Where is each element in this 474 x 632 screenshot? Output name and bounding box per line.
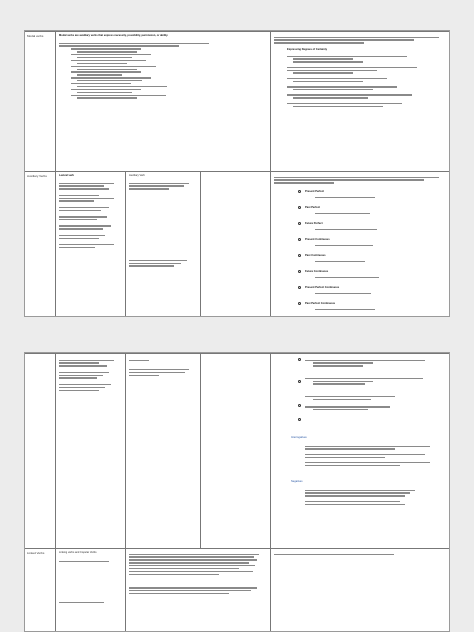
table-row (25, 171, 449, 317)
text-block (287, 54, 437, 108)
column-divider (125, 172, 126, 317)
section-heading: Interrogatives (291, 436, 307, 439)
list-item: Past Perfect Continuous (305, 302, 445, 317)
column-divider (55, 32, 56, 171)
text-block (129, 358, 195, 378)
list-item: Present Continuous (305, 238, 445, 254)
column-divider (270, 172, 271, 317)
row-label: Modal verbs (27, 34, 44, 38)
text-block (59, 358, 121, 393)
text-block (129, 552, 265, 596)
bullet-icon (298, 286, 301, 289)
column-divider (200, 354, 201, 548)
bullet-icon (298, 222, 301, 225)
text-block (59, 559, 121, 605)
list-item: Future Continuous (305, 270, 445, 286)
row-label: Linked Verbs (27, 551, 45, 555)
text-block (305, 444, 445, 468)
list-item: Present Perfect Continuous (305, 286, 445, 302)
column-divider (125, 549, 126, 632)
text-block (129, 181, 195, 268)
bullet-icon (298, 238, 301, 241)
text-block (59, 181, 121, 250)
column-divider (270, 549, 271, 632)
bullet-icon (298, 270, 301, 273)
document-page-2 (24, 352, 450, 632)
bullet-icon (298, 254, 301, 257)
column-heading: Linking verbs and Copular Verbs (59, 551, 97, 554)
list-item: Future Perfect (305, 222, 445, 238)
column-divider (55, 172, 56, 317)
list-item: Present Perfect (305, 190, 445, 206)
section-heading: Expressing Degrees of Certainty (287, 48, 328, 51)
list-item: Past Continuous (305, 254, 445, 270)
text-block (274, 552, 444, 556)
text-block (59, 41, 259, 100)
row-label: Auxiliary Verbs (27, 174, 47, 178)
column-divider (270, 32, 271, 171)
column-divider (125, 354, 126, 548)
column-divider (270, 354, 271, 548)
table-row (25, 31, 449, 171)
tense-list (305, 190, 445, 317)
text-block (274, 35, 444, 45)
text-block (305, 488, 445, 506)
column-divider (55, 354, 56, 548)
table-row (25, 548, 449, 632)
section-heading: Negatives (291, 480, 303, 483)
bullet-icon (298, 206, 301, 209)
column-heading: Auxiliary Verb (129, 174, 145, 177)
list-item: Past Perfect (305, 206, 445, 222)
bullet-icon (298, 190, 301, 193)
text-block (274, 175, 444, 185)
column-heading: Lexical verb (59, 174, 74, 177)
question-list (305, 358, 445, 412)
row-heading: Modal verbs are auxiliary verbs that express necessity, possibility, permission, or ability. (59, 34, 169, 37)
column-divider (55, 549, 56, 632)
column-divider (200, 172, 201, 317)
document-page-1 (24, 30, 450, 317)
table-row (25, 353, 449, 548)
bullet-icon (298, 302, 301, 305)
